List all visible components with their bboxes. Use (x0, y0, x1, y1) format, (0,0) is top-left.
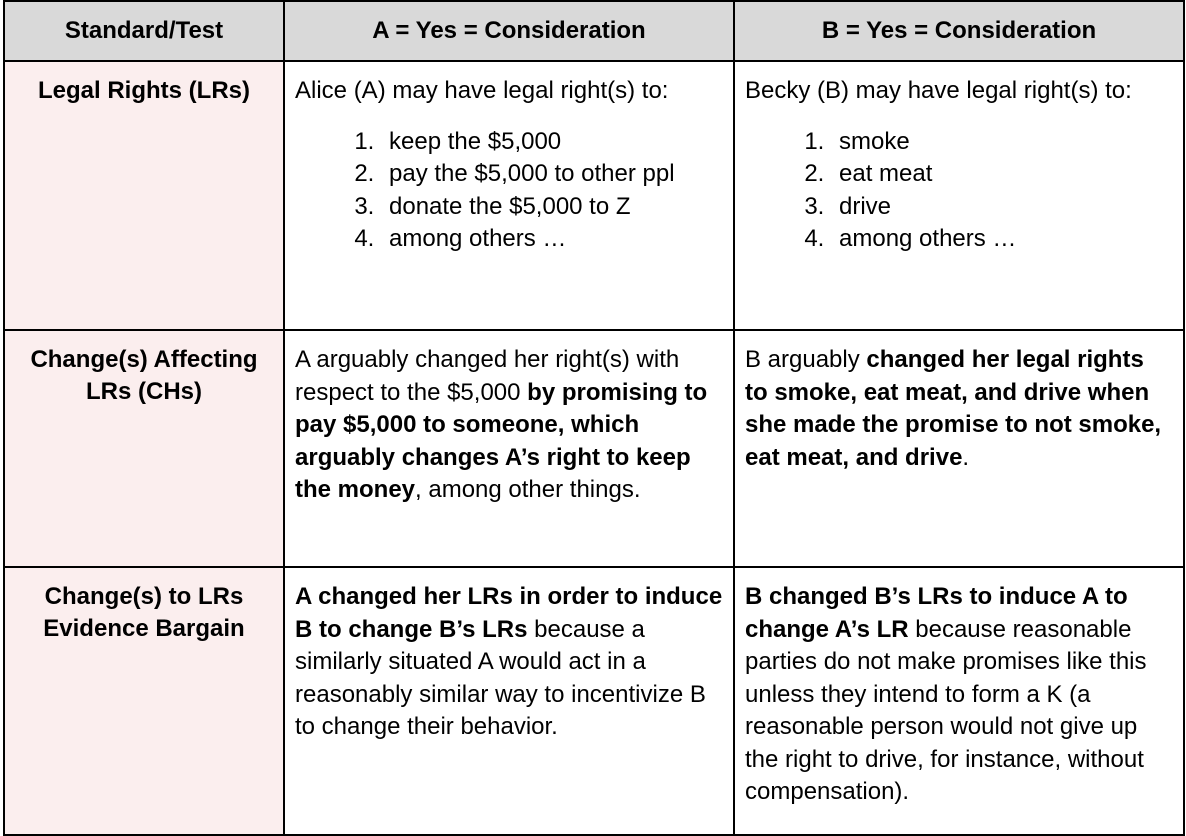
header-a-consideration: A = Yes = Consideration (284, 1, 734, 61)
a-rights-list (295, 126, 723, 256)
b-bold-text: changed her legal rights to smoke, eat meat, and drive when she made the promise to not smoke, eat meat, and drive (745, 346, 1162, 471)
list-item: 2. pay the $5,000 to other ppl (381, 158, 723, 191)
standard-cell: Change(s) Affecting LRs (CHs) (4, 330, 284, 567)
b-cell (734, 567, 1184, 835)
a-bold-text: A changed her LRs in order to induce B to change B’s LRs (295, 583, 723, 643)
b-rights-list (745, 126, 1173, 256)
a-text-end: , among other things. (415, 476, 641, 503)
header-row (4, 1, 1184, 61)
standard-cell: Legal Rights (LRs) (4, 61, 284, 330)
b-text: B arguably (745, 346, 867, 373)
list-item: 3. drive (831, 191, 1173, 224)
a-intro: Alice (A) may have legal right(s) to: (295, 77, 669, 104)
list-item: 4. among others … (381, 223, 723, 256)
table-row-changes-affecting (4, 330, 1184, 567)
b-cell (734, 330, 1184, 567)
list-item: 1. keep the $5,000 (381, 126, 723, 159)
a-text: A arguably changed her right(s) with respect to the $5,000 (295, 346, 680, 406)
table-row-legal-rights (4, 61, 1184, 330)
a-text: because a similarly situated A would act in a reasonably similar way to incentivize B to change their behavior. (295, 615, 706, 740)
consideration-table (3, 0, 1185, 836)
a-cell (284, 330, 734, 567)
list-item: 3. donate the $5,000 to Z (381, 191, 723, 224)
list-item: 2. eat meat (831, 158, 1173, 191)
list-item: 1. smoke (831, 126, 1173, 159)
table-row-evidence-bargain (4, 567, 1184, 835)
list-item: 4. among others … (831, 223, 1173, 256)
b-cell (734, 61, 1184, 330)
b-text-end: . (962, 443, 970, 471)
a-cell (284, 567, 734, 835)
a-cell (284, 61, 734, 330)
header-standard-test: Standard/Test (4, 1, 284, 61)
header-b-consideration: B = Yes = Consideration (734, 1, 1184, 61)
a-bold-text: by promising to pay $5,000 to someone, which arguably changes A’s right to keep the money (295, 378, 708, 503)
b-intro: Becky (B) may have legal right(s) to: (745, 77, 1132, 104)
b-bold-text: B changed B’s LRs to induce A to change A’s LR (745, 583, 1128, 643)
b-text: because reasonable parties do not make promises like this unless they intend to form a K (a reasonable person would not give up the right to drive, for instance, without compensation). (745, 615, 1147, 805)
standard-cell: Change(s) to LRs Evidence Bargain (4, 567, 284, 835)
